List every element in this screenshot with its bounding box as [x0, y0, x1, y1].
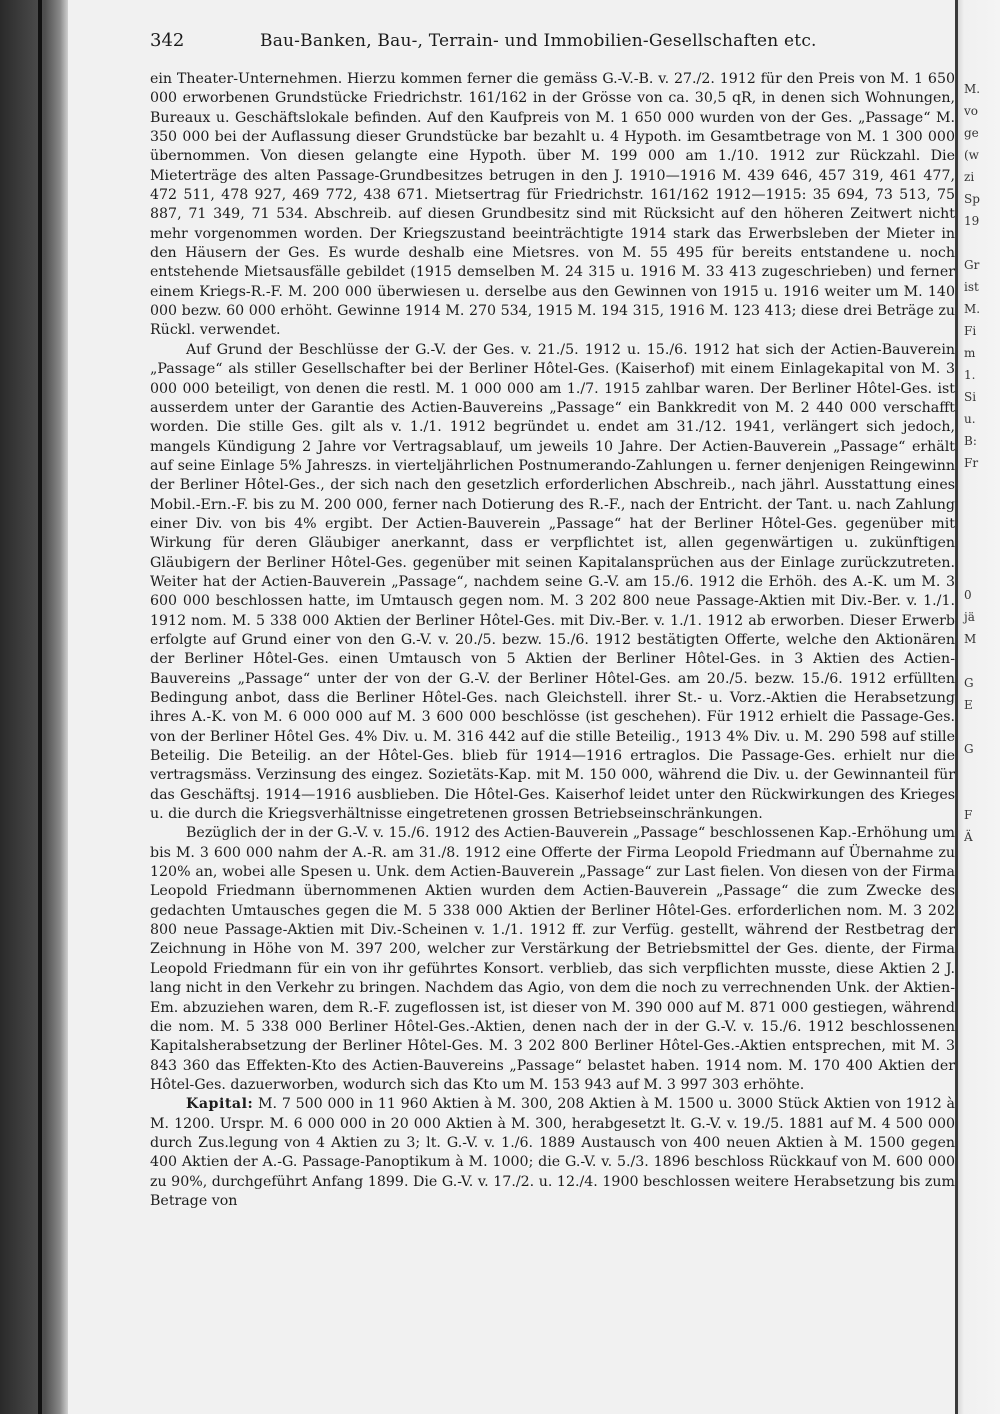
- paragraph-hotel-participation: Auf Grund der Beschlüsse der G.-V. der Ges. v. 21./5. 1912 u. 15./6. 1912 hat sich der Actien-Bauverein „Passage“ als stiller Gesellschafter bei der Berliner Hôtel-Ges. (Kaiserhof) mit einem Einlagekapital von M. 3 000 000 beteiligt, von denen die restl. M. 1 000 000 am 1./7. 1915 zahlbar waren. Der Berliner Hôtel-Ges. ist ausserdem unter der Garantie des Actien-Bauvereins „Passage“ ein Bankkredit von M. 2 440 000 verschafft worden. Die stille Ges. gilt als v. 1./1. 1912 begründet u. endet am 31./12. 1941, verlängert sich jedoch, mangels Kündigung 2 Jahre vor Vertragsablauf, um jeweils 10 Jahre. Der Actien-Bauverein „Passage“ erhält auf seine Einlage 5% Jahreszs. in vierteljährlichen Postnumerando-Zahlungen u. ferner denjenigen Reingewinn der Berliner Hôtel-Ges., der sich nach den gesetzlich erforderlichen Abschreib., nach jährl. Ausstattung eines Mobil.-Ern.-F. bis zu M. 200 000, ferner nach Dotierung des R.-F., nach der Entricht. der Tant. u. nach Zahlung einer Div. von bis 4% ergibt. Der Actien-Bauverein „Passage“ hat der Berliner Hôtel-Ges. gegenüber mit Wirkung für deren Gläubiger anerkannt, dass er verpflichtet ist, allen gegenwärtigen u. zukünftigen Gläubigern der Berliner Hôtel-Ges. gegenüber mit seinen Kapitalansprüchen aus der Einlage zurückzutreten. Weiter hat der Actien-Bauverein „Passage“, nachdem seine G.-V. am 15./6. 1912 die Erhöh. des A.-K. um M. 3 600 000 beschlossen hatte, im Umtausch gegen nom. M. 3 202 800 neue Passage-Aktien mit Div.-Ber. v. 1./1. 1912 nom. M. 5 338 000 Aktien der Berliner Hôtel-Ges. mit Div.-Ber. v. 1./1. 1912 ab erworben. Dieser Erwerb erfolgte auf Grund einer von den G.-V. v. 20./5. bezw. 15./6. 1912 bestätigten Offerte, welche den Aktionären der Berliner Hôtel-Ges. einen Umtausch von 5 Aktien der Berliner Hôtel-Ges. in 3 Aktien des Actien-Bauvereins „Passage“ unter der von der G.-V. der Berliner Hôtel-Ges. am 20./5. bezw. 15./6. 1912 erfüllten Bedingung anbot, dass die Berliner Hôtel-Ges. nach Gleichstell. ihrer St.- u. Vorz.-Aktien die Herabsetzung ihres A.-K. von M. 6 000 000 auf M. 3 600 000 beschlösse (ist geschehen). Für 1912 erhielt die Passage-Ges. von der Berliner Hôtel Ges. 4% Div. u. M. 316 442 auf die stille Beteilig., 1913 4% Div. u. M. 290 598 auf stille Beteilig. Die Beteilig. an der Hôtel-Ges. blieb für 1914—1916 ertraglos. Die Passage-Ges. erhielt nur die vertragsmäss. Verzinsung des eingez. Sozietäts-Kap. mit M. 150 000, während die Div. u. der Gewinnanteil für das Geschäftsj. 1914—1916 ausblieben. Die Hôtel-Ges. Kaiserhof leidet unter den Rückwirkungen des Krieges u. die durch die Kriegsverhältnisse eingetretenen grossen Betriebseinschränkungen.: [150, 341, 955, 823]
- paragraph-passage-properties: ein Theater-Unternehmen. Hierzu kommen ferner die gemäss G.-V.-B. v. 27./2. 1912 für den Preis von M. 1 650 000 erworbenen Grundstücke Friedrichstr. 161/162 in der Grösse von ca. 30,5 qR, in denen sich Wohnungen, Bureaux u. Geschäftslokale befinden. Auf den Kaufpreis von M. 1 650 000 wurden von der Ges. „Passage“ M. 350 000 bei der Auflassung dieser Grundstücke bar bezahlt u. 4 Hypoth. im Gesamtbetrage von M. 1 300 000 übernommen. Von diesen gelangte eine Hypoth. über M. 199 000 am 1./10. 1912 zur Rückzahl. Die Mieterträge des alten Passage-Grundbesitzes betrugen in den J. 1910—1916 M. 439 646, 457 319, 461 477, 472 511, 478 927, 469 772, 438 671. Mietsertrag für Friedrichstr. 161/162 1912—1915: 35 694, 73 513, 75 887, 71 349, 71 534. Abschreib. auf diesen Grundbesitz sind mit Rücksicht auf den höheren Zeitwert nicht mehr vorgenommen worden. Der Kriegszustand beeinträchtigte 1914 stark das Erwerbsleben der Mieter in den Häusern der Ges. Es wurde deshalb eine Mietsres. von M. 55 495 für bereits entstandene u. noch entstehende Mietsausfälle gebildet (1915 demselben M. 24 315 u. 1916 M. 33 413 zugeschrieben) und ferner einem Kriegs-R.-F. M. 200 000 überwiesen u. derselbe aus den Gewinnen von 1915 u. 1916 weiter um M. 140 000 bezw. 60 000 erhöht. Gewinne 1914 M. 270 534, 1915 M. 194 315, 1916 M. 123 413; diese drei Beträge zu Rückl. verwendet.: [150, 71, 955, 339]
- running-title: Bau-Banken, Bau-, Terrain- und Immobilien-Gesellschaften etc.: [260, 31, 817, 51]
- edge-fragment: [958, 540, 1000, 562]
- edge-fragment: G: [964, 676, 974, 690]
- edge-fragment: B:: [964, 434, 977, 448]
- edge-fragment: m: [964, 346, 976, 360]
- edge-fragment: E: [964, 698, 973, 712]
- edge-fragment: [958, 716, 1000, 738]
- edge-fragment: G: [964, 742, 974, 756]
- edge-fragment: vo: [964, 104, 979, 118]
- page-number: 342: [150, 30, 185, 51]
- book-binding-gutter: [0, 0, 68, 1414]
- edge-fragment: ist: [964, 280, 979, 294]
- next-page-edge: [955, 0, 1000, 1414]
- edge-fragment: [958, 474, 1000, 496]
- edge-fragment: [958, 760, 1000, 782]
- edge-fragment: [958, 848, 1000, 870]
- edge-fragment: Fi: [964, 324, 977, 338]
- page-header: [150, 30, 955, 70]
- edge-fragment: jä: [964, 610, 975, 624]
- edge-fragment: Si: [964, 390, 977, 404]
- edge-fragment: u.: [964, 412, 976, 426]
- edge-fragment: 19: [964, 214, 980, 228]
- edge-fragment: (w: [964, 148, 979, 162]
- edge-fragment: [958, 562, 1000, 584]
- edge-fragment: [958, 650, 1000, 672]
- kapital-text: M. 7 500 000 in 11 960 Aktien à M. 300, 208 Aktien à M. 1500 u. 3000 Stück Aktien von 1912 à M. 1200. Urspr. M. 6 000 000 in 20 000 Aktien à M. 300, herabgesetzt lt. G.-V. v. 19./5. 1881 auf M. 4 500 000 durch Zus.legung von 4 Aktien zu 3; lt. G.-V. v. 1./6. 1889 Austausch von 400 neuen Aktien à M. 1500 gegen 400 Aktien der A.-G. Passage-Panoptikum à M. 1000; die G.-V. v. 5./3. 1896 beschloss Rückkauf von M. 600 000 zu 90%, durchgeführt Anfang 1899. Die G.-V. v. 17./2. u. 12./4. 1900 beschlossen weitere Herabsetzung bis zum Betrage von: [150, 1096, 955, 1209]
- edge-fragment: Ä: [964, 830, 973, 844]
- edge-fragment: M.: [964, 302, 981, 316]
- edge-fragment: F: [964, 808, 973, 822]
- edge-fragment: [958, 782, 1000, 804]
- edge-fragment: Sp: [964, 192, 980, 206]
- gutter-shadow-line: [38, 0, 42, 1414]
- edge-fragment: 0: [964, 588, 972, 602]
- body-text: [150, 70, 955, 1211]
- document-page: [150, 30, 955, 1390]
- edge-fragment: [958, 518, 1000, 540]
- kapital-label: Kapital:: [186, 1096, 254, 1113]
- edge-fragment: [958, 496, 1000, 518]
- edge-fragment: Fr: [964, 456, 979, 470]
- edge-fragment: 1.: [964, 368, 976, 382]
- edge-fragment: [958, 232, 1000, 254]
- edge-fragment: ge: [964, 126, 979, 140]
- edge-fragment: M.: [964, 82, 981, 96]
- edge-fragment: M: [964, 632, 977, 646]
- paragraph-capital-increase: Bezüglich der in der G.-V. v. 15./6. 1912 des Actien-Bauverein „Passage“ beschlossenen Kap.-Erhöhung um bis M. 3 600 000 nahm der A.-R. am 31./8. 1912 eine Offerte der Firma Leopold Friedmann auf Übernahme zu 120% an, wobei alle Spesen u. Unk. dem Actien-Bauverein „Passage“ zur Last fielen. Von diesen von der Firma Leopold Friedmann übernommenen Aktien wurden dem Actien-Bauverein „Passage“ die zum Zwecke des gedachten Umtausches gegen die M. 5 338 000 Aktien der Berliner Hôtel-Ges. erforderlichen nom. M. 3 202 800 neue Passage-Aktien mit Div.-Scheinen v. 1./1. 1912 ff. zur Verfüg. gestellt, während der Restbetrag der Zeichnung in Höhe von M. 397 200, welcher zur Verstärkung der Betriebsmittel der Ges. diente, der Firma Leopold Friedmann für ein von ihr geführtes Konsort. verblieb, das sich verpflichten musste, diese Aktien 2 J. lang nicht in den Verkehr zu bringen. Nachdem das Agio, von dem die noch zu verrechnenden Unk. der Aktien-Em. abzuziehen waren, dem R.-F. zugeflossen ist, ist dieser von M. 390 000 auf M. 871 000 gestiegen, während die nom. M. 5 338 000 Berliner Hôtel-Ges.-Aktien, denen nach der in der G.-V. v. 15./6. 1912 beschlossenen Kapitalsherabsetzung der Berliner Hôtel-Ges. M. 3 202 800 Berliner Hôtel-Ges.-Aktien entsprechen, mit M. 3 843 360 das Effekten-Kto des Actien-Bauvereins „Passage“ belastet haben. 1914 nom. M. 170 400 Aktien der Hôtel-Ges. dazuerworben, wodurch sich das Kto um M. 153 943 auf M. 3 997 303 erhöhte.: [150, 825, 955, 1093]
- paragraph-kapital: [150, 1095, 955, 1211]
- edge-fragment: zi: [964, 170, 975, 184]
- edge-fragment: Gr: [964, 258, 980, 272]
